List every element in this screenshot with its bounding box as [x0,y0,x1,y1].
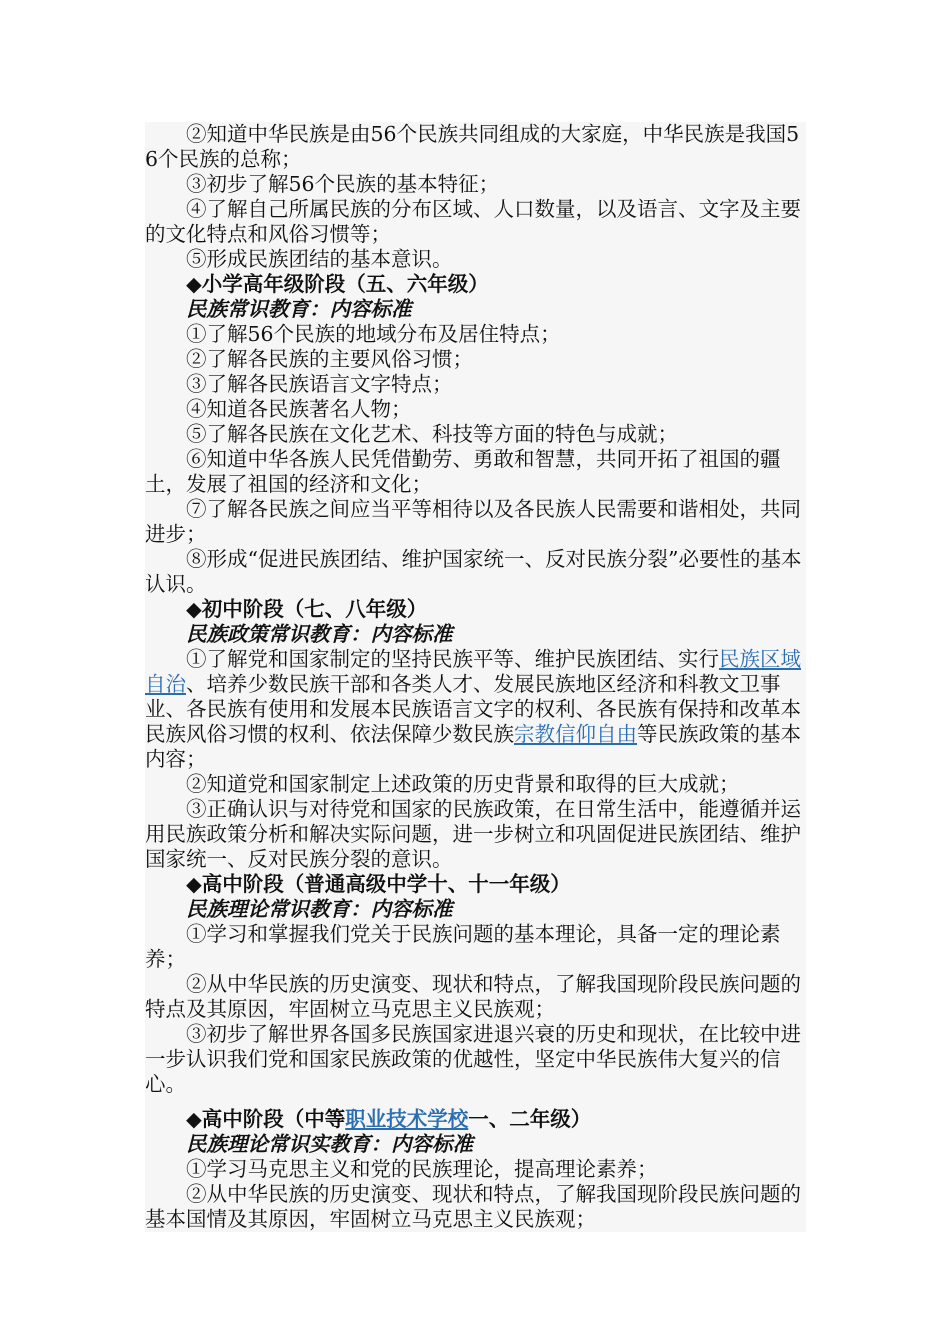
list-item: ③初步了解世界各国多民族国家进退兴衰的历史和现状，在比较中进一步认识我们党和国家民族政策的优越性，坚定中华民族伟大复兴的信心。 [145,1022,801,1096]
list-item: ②了解各民族的主要风俗习惯； [186,347,473,371]
list-item: ⑥知道中华各族人民凭借勤劳、勇敢和智慧，共同开拓了祖国的疆土，发展了祖国的经济和文化； [145,447,781,496]
paragraph: ⑤形成民族团结的基本意识。 [186,247,453,271]
list-item: ③正确认识与对待党和国家的民族政策，在日常生活中，能遵循并运用民族政策分析和解决实际问题，进一步树立和巩固促进民族团结、维护国家统一、反对民族分裂的意识。 [145,797,801,871]
section-subheading: 民族理论常识实教育：内容标准 [186,1132,473,1156]
text-span: 、培养少数民族干部和各类人才、发展民族地区经济和科教文卫事业、各民族有使用和发展本民族语言文字的权利、各民族有保持和改革本民族风俗习惯的权利、依法保障少数民族 [145,672,801,746]
religious-freedom-link[interactable]: 宗教信仰自由 [514,722,637,746]
section-heading [145,1107,806,1132]
list-item: ①学习和掌握我们党关于民族问题的基本理论，具备一定的理论素养； [145,922,781,971]
list-item: ④知道各民族著名人物； [186,397,412,421]
section-heading: ◆初中阶段（七、八年级） [186,597,428,621]
list-item [145,647,806,772]
paragraph: ③初步了解56个民族的基本特征； [186,172,500,196]
list-item: ①学习马克思主义和党的民族理论，提高理论素养； [186,1157,658,1181]
paragraph: ②知道中华民族是由56个民族共同组成的大家庭，中华民族是我国56个民族的总称； [145,122,800,171]
section-heading: ◆高中阶段（普通高级中学十、十一年级） [186,872,571,896]
list-item: ②知道党和国家制定上述政策的历史背景和取得的巨大成就； [186,772,740,796]
section-subheading: 民族常识教育：内容标准 [186,297,412,321]
section-heading: ◆小学高年级阶段（五、六年级） [186,272,489,296]
list-item: ②从中华民族的历史演变、现状和特点，了解我国现阶段民族问题的特点及其原因，牢固树立马克思主义民族观； [145,972,801,1021]
list-item: ⑦了解各民族之间应当平等相待以及各民族人民需要和谐相处，共同进步； [145,497,801,546]
document-body [145,122,806,1232]
text-span: ◆高中阶段（中等 [186,1107,346,1131]
section-subheading: 民族理论常识教育：内容标准 [186,897,453,921]
section-subheading: 民族政策常识教育：内容标准 [186,622,453,646]
regional-autonomy-link[interactable]: 民族区域自治 [145,647,801,696]
paragraph: ④了解自己所属民族的分布区域、人口数量，以及语言、文字及主要的文化特点和风俗习惯等； [145,197,801,246]
list-item: ①了解56个民族的地域分布及居住特点； [186,322,561,346]
list-item: ⑤了解各民族在文化艺术、科技等方面的特色与成就； [186,422,678,446]
text-span: 等民族政策的基本内容； [145,722,801,771]
list-item: ②从中华民族的历史演变、现状和特点，了解我国现阶段民族问题的基本国情及其原因，牢固树立马克思主义民族观； [145,1182,801,1231]
text-span: 一、二年级） [468,1107,592,1131]
text-span: ①了解党和国家制定的坚持民族平等、维护民族团结、实行 [186,647,719,671]
list-item: ⑧形成“促进民族团结、维护国家统一、反对民族分裂”必要性的基本认识。 [145,547,802,596]
list-item: ③了解各民族语言文字特点； [186,372,453,396]
vocational-school-link[interactable]: 职业技术学校 [345,1107,469,1131]
